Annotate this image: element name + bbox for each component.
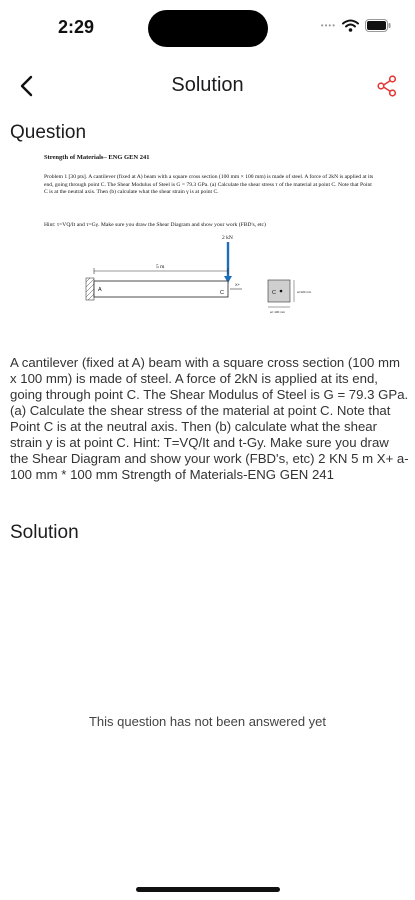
length-label: 5 m xyxy=(156,264,165,270)
point-c-label: C xyxy=(220,290,224,296)
home-indicator xyxy=(136,887,280,892)
page-title: Solution xyxy=(171,74,244,96)
section-dim-right: a=100 mm xyxy=(297,290,312,294)
status-icons xyxy=(321,19,391,32)
question-heading: Question xyxy=(10,122,87,143)
section-c-label: C xyxy=(272,290,276,296)
status-time: 2:29 xyxy=(58,17,95,37)
empty-state-message: This question has not been answered yet xyxy=(88,714,327,729)
axis-label: X+ xyxy=(235,282,241,287)
navigation-bar xyxy=(0,64,415,108)
question-image[interactable] xyxy=(32,150,384,328)
status-bar xyxy=(0,0,415,56)
solution-heading: Solution xyxy=(10,522,79,543)
signal-dots-icon: •••• xyxy=(320,21,336,30)
point-a-label: A xyxy=(98,287,102,293)
share-button[interactable] xyxy=(371,70,403,102)
doc-hint-text: Hint: τ=VQ/It and τ=Gγ. Make sure you draw the Shear Diagram and show your work (FBD's, etc) xyxy=(44,222,266,228)
dynamic-island xyxy=(148,10,268,47)
wifi-icon xyxy=(342,19,359,32)
doc-problem-text: Problem 1 [30 pts]. A cantilever (fixed at A) beam with a square cross section (100 mm × 100 mm) is made of steel. A force of 2kN is applied at its end, going through point C. The Shear Modulus of Steel is G = 79.3 GPa. (a) Calculate the shear stress τ of the material at point C. Note that Point C is at the neutral axis. Then (b) calculate what the shear strain γ is at point C. xyxy=(44,174,374,196)
beam-diagram xyxy=(32,150,384,328)
battery-icon xyxy=(365,19,391,32)
question-text: A cantilever (fixed at A) beam with a square cross section (100 mm x 100 mm) is made of steel. A force of 2kN is applied at its end, going through point C. The Shear Modulus of Steel is G = 79.3 GPa. (a) Calculate the shear stress of the material at point C. Note that Point C is at the neutral axis. Then (b) calculate what the shear strain y is at point C. Hint: T=VQ/It and t-Gy. Make sure you draw the Shear Diagram and show your work (FBD's, etc) 2 KN 5 m X+ a-100 mm * 100 mm Strength of Materials-ENG GEN 241 xyxy=(10,355,409,482)
doc-title: Strength of Materials– ENG GEN 241 xyxy=(44,154,150,161)
force-label: 2 kN xyxy=(222,235,233,241)
share-icon xyxy=(376,75,398,97)
section-dim-bottom: a= 100 mm xyxy=(270,310,286,314)
